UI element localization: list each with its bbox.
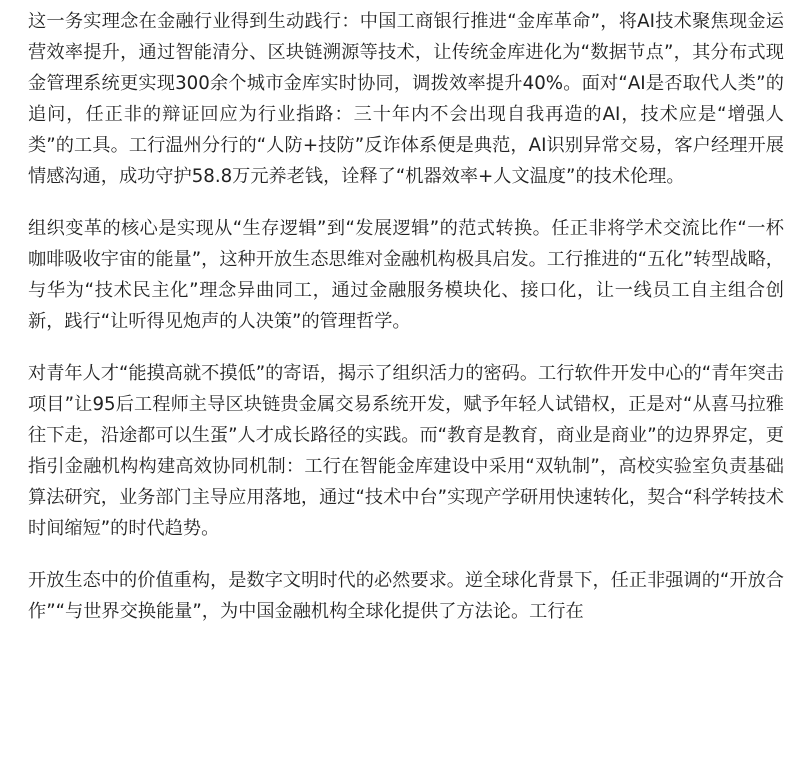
article-body: [28, 6, 784, 648]
paragraph-open-ecosystem: 开放生态中的价值重构，是数字文明时代的必然要求。逆全球化背景下，任正非强调的“开放合作”“与世界交换能量”，为中国金融机构全球化提供了方法论。工行在: [28, 570, 784, 622]
paragraph-organization-reform: 组织变革的核心是实现从“生存逻辑”到“发展逻辑”的范式转换。任正非将学术交流比作“一杯咖啡吸收宇宙的能量”，这种开放生态思维对金融机构极具启发。工行推进的“五化”转型战略，与华为“技术民主化”理念异曲同工，通过金融服务模块化、接口化，让一线员工自主组合创新，践行“让听得见炮声的人决策”的管理哲学。: [28, 218, 784, 332]
paragraph-fintech-practice: 这一务实理念在金融行业得到生动践行：中国工商银行推进“金库革命”，将AI技术聚焦现金运营效率提升，通过智能清分、区块链溯源等技术，让传统金库进化为“数据节点”，其分布式现金管理系统更实现300余个城市金库实时协同，调拨效率提升40%。面对“AI是否取代人类”的追问，任正非的辩证回应为行业指路：三十年内不会出现自我再造的AI，技术应是“增强人类”的工具。工行温州分行的“人防+技防”反诈体系便是典范，AI识别异常交易，客户经理开展情感沟通，成功守护58.8万元养老钱，诠释了“机器效率+人文温度”的技术伦理。: [28, 11, 784, 187]
paragraph-youth-talent: 对青年人才“能摸高就不摸低”的寄语，揭示了组织活力的密码。工行软件开发中心的“青年突击项目”让95后工程师主导区块链贵金属交易系统开发，赋予年轻人试错权，正是对“从喜马拉雅往下走，沿途都可以生蛋”人才成长路径的实践。而“教育是教育，商业是商业”的边界界定，更指引金融机构构建高效协同机制：工行在智能金库建设中采用“双轨制”，高校实验室负责基础算法研究，业务部门主导应用落地，通过“技术中台”实现产学研用快速转化，契合“科学转技术时间缩短”的时代趋势。: [28, 363, 784, 539]
